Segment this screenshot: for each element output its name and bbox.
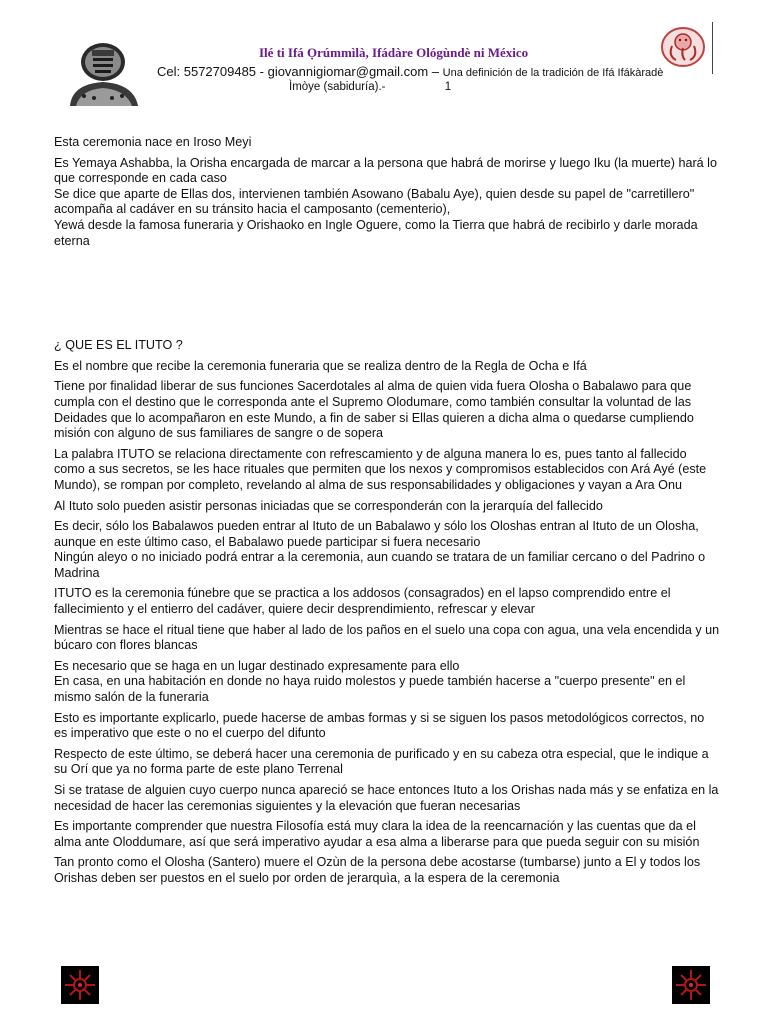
- paragraph: Tiene por finalidad liberar de sus funciones Sacerdotales al alma de quien vida fuera Olosha o Babalawo para que cumpla con el destino que le corresponda ante el Supremo Olodumare, como también consultar la voluntad de las Deidades que lo acompañaron en este Mundo, a fin de saber si Ellas quieren a dicha alma o quedarse cumpliendo misión con alguno de sus familiares de sangre o de sopera: [54, 379, 694, 441]
- paragraph: ITUTO es la ceremonia fúnebre que se practica a los addosos (consagrados) en el lapso comprendido entre el fallecimiento y el entierro del cadáver, quiere decir desprendimiento, refrescar y elevar: [54, 586, 671, 617]
- contact-text: Cel: 5572709485 - giovannigiomar@gmail.com –: [157, 64, 440, 79]
- red-ornament-icon: [61, 966, 99, 1004]
- paragraph: Esta ceremonia nace en Iroso Meyi: [54, 135, 252, 149]
- paragraph: Es el nombre que recibe la ceremonia funeraria que se realiza dentro de la Regla de Ocha e Ifá: [54, 358, 587, 373]
- document-body: [54, 135, 720, 892]
- paragraph: Esto es importante explicarlo, puede hacerse de ambas formas y si se siguen los pasos metodológicos correctos, no es imperativo que este o no el cuerpo del difunto: [54, 710, 705, 741]
- header-line3-text: Ìmòye (sabiduría).-: [289, 81, 386, 93]
- paragraph: Se dice que aparte de Ellas dos, intervienen también Asowano (Babalu Aye), quien desde su papel de "carretillero" acompaña al cadáver en su tránsito hacia el camposanto (cementerio),: [54, 186, 695, 217]
- ganesha-emblem-icon: [660, 26, 706, 68]
- paragraph: Yewá desde la famosa funeraria y Orishaoko en Ingle Oguere, como la Tierra que habrá de recibirlo y darle morada eterna: [54, 217, 698, 248]
- paragraph: Mientras se hace el ritual tiene que haber al lado de los paños en el suelo una copa con agua, una vela encendida y un búcaro con flores blancas: [54, 622, 720, 653]
- paragraph: Es Yemaya Ashabba, la Orisha encargada de marcar a la persona que habrá de morirse y luego Iku (la muerte) hará lo que corresponde en cada caso: [54, 155, 717, 186]
- red-ornament-icon: [672, 966, 710, 1004]
- paragraph: La palabra ITUTO se relaciona directamente con refrescamiento y de alguna manera lo es, pues tanto al fallecido como a sus secretos, se les hace rituales que permiten que los nexos y compromisos establecidos con Ará Ayé (este Mundo), se rompan por completo, revelando al alma de sus responsabilidades y obligaciones y vayan a Ara Onu: [54, 446, 707, 492]
- header-contact: [157, 64, 663, 79]
- paragraph: Tan pronto como el Olosha (Santero) muere el Ozùn de la persona debe acostarse (tumbarse) junto a El y todos los Orishas deben ser puestos en el suelo por orden de jerarquìa, a la espera de la ceremonia: [54, 855, 701, 885]
- paragraph: Si se tratase de alguien cuyo cuerpo nunca apareció se hace entonces Ituto a los Orishas nada más y se enfatiza en la necesidad de hacer las ceremonias siguientes y la elevación que fueran necesarias: [54, 783, 719, 813]
- paragraph: Al Ituto solo pueden asistir personas iniciadas que se corresponderán con la jerarquía del fallecido: [54, 498, 603, 513]
- spacer: [54, 254, 720, 338]
- paragraph: Es necesario que se haga en un lugar destinado expresamente para ello En casa, en una habitación en donde no haya ruido molestos y puede también hacerse a "cuerpo presente" en el mismo salón de la funeraria: [54, 658, 686, 705]
- page-number: 1: [444, 81, 452, 93]
- paragraph: Es importante comprender que nuestra Filosofía está muy clara la idea de la reencarnación y las cuentas que da el alma ante Oloddumare, así que será imperativo ayudar a esa alma a liberarse para que pueda seguir con su misión: [54, 819, 700, 849]
- paragraph: Respecto de este último, se deberá hacer una ceremonia de purificado y en su cabeza otra especial, que le indique a su Orí que ya no forma parte de este plano Terrenal: [54, 746, 709, 777]
- header-line3: [289, 81, 451, 93]
- header-subtitle: Una definición de la tradición de Ifá Ifákàradè: [442, 67, 664, 79]
- bust-statue-icon: [62, 40, 144, 106]
- paragraph: Es decir, sólo los Babalawos pueden entrar al Ituto de un Babalawo y sólo los Oloshas entran al Ituto de un Olosha, aunque en este último caso, el Babalawo puede participar si fuera necesario Ningún aleyo o no iniciado podrá entrar a la ceremonia, aun cuando se tratara de un familiar cercano o del Padrino o Madrina: [54, 519, 706, 580]
- header-divider: [712, 22, 713, 74]
- section-title: ¿ QUE ES EL ITUTO ?: [54, 338, 183, 353]
- header-title: Ilé ti Ifá Ọrúmmìlà, Ifádàre Ológùndè ni México: [259, 45, 529, 60]
